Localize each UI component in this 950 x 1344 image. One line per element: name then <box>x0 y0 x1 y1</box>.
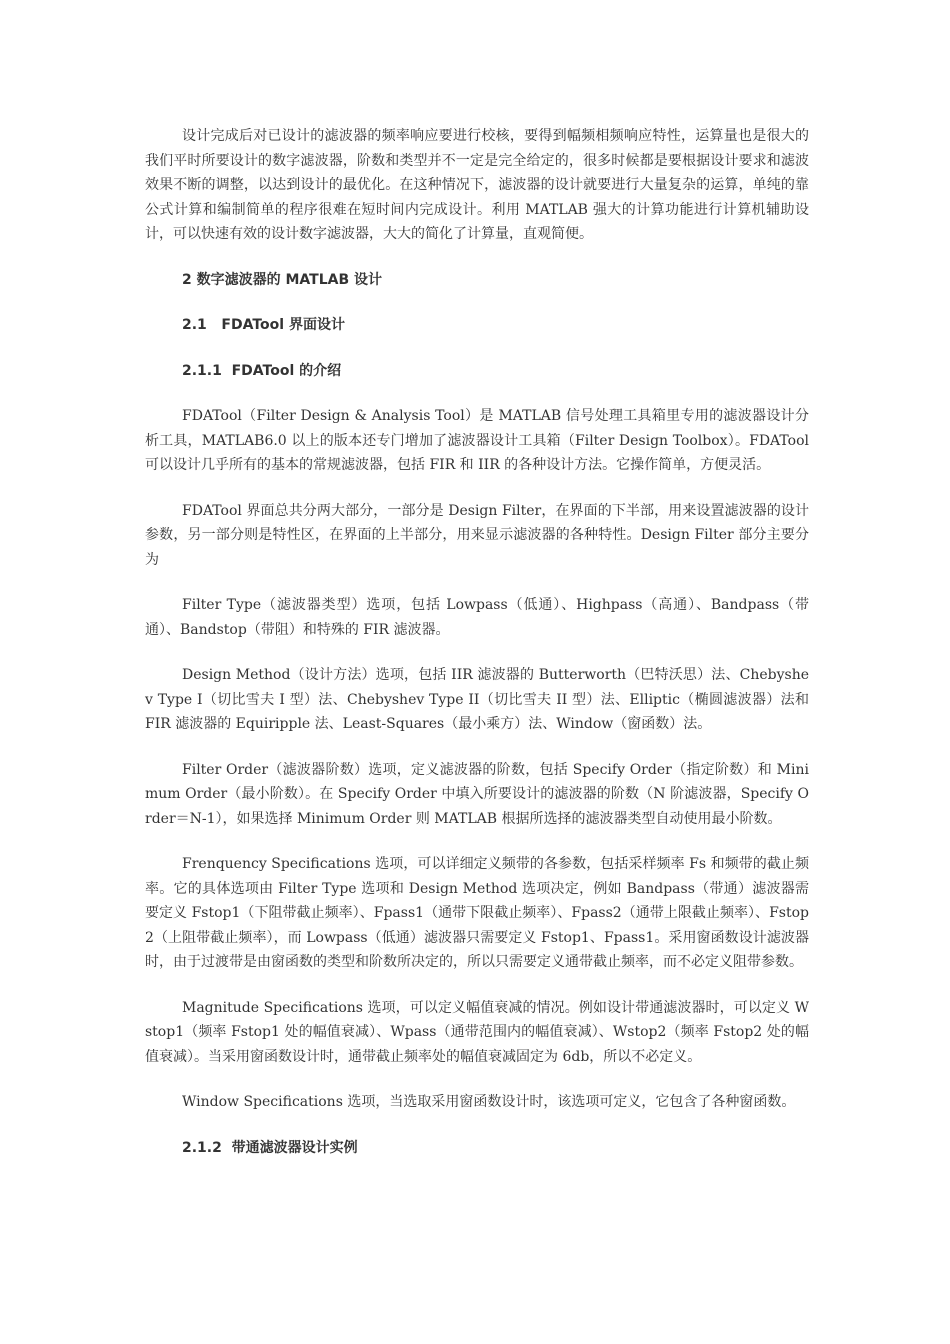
paragraph-intro: 设计完成后对已设计的滤波器的频率响应要进行校核，要得到幅频相频响应特性，运算量也是很大的我们平时所要设计的数字滤波器，阶数和类型并不一定是完全给定的，很多时候都是要根据设计要求和滤波效果不断的调整，以达到设计的最优化。在这种情况下，滤波器的设计就要进行大量复杂的运算，单纯的靠公式计算和编制简单的程序很难在短时间内完成设计。利用 MATLAB 强大的计算功能进行计算机辅助设计，可以快速有效的设计数字滤波器，大大的简化了计算量，直观简便。 <box>145 128 809 242</box>
paragraph-frequency-specifications: Frenquency Specifications 选项，可以详细定义频带的各参数，包括采样频率 Fs 和频带的截止频率。它的具体选项由 Filter Type 选项和 Design Method 选项决定，例如 Bandpass（带通）滤波器需要定义 Fstop1（下阻带截止频率）、Fpass1（通带下限截止频率）、Fpass2（通带上限截止频率）、Fstop2（上阻带截止频率），而 Lowpass（低通）滤波器只需要定义 Fstop1、Fpass1。采用窗函数设计滤波器时，由于过渡带是由窗函数的类型和阶数所决定的，所以只需要定义通带截止频率，而不必定义阻带参数。 <box>145 856 809 970</box>
paragraph-fdatool-intro: FDATool（Filter Design & Analysis Tool）是 MATLAB 信号处理工具箱里专用的滤波器设计分析工具，MATLAB6.0 以上的版本还专门增加了滤波器设计工具箱（Filter Design Toolbox）。FDATool 可以设计几乎所有的基本的常规滤波器，包括 FIR 和 IIR 的各种设计方法。它操作简单，方便灵活。 <box>145 408 809 473</box>
paragraph-window-specifications: Window Specifications 选项，当选取采用窗函数设计时，该选项可定义，它包含了各种窗函数。 <box>182 1094 796 1110</box>
paragraph-fdatool-layout: FDATool 界面总共分两大部分，一部分是 Design Filter，在界面的下半部，用来设置滤波器的设计参数，另一部分则是特性区，在界面的上半部分，用来显示滤波器的各种特性。Design Filter 部分主要分为 <box>145 502 809 568</box>
paragraph-magnitude-specifications: Magnitude Specifications 选项，可以定义幅值衰减的情况。例如设计带通滤波器时，可以定义 Wstop1（频率 Fstop1 处的幅值衰减）、Wpass（通带范围内的幅值衰减）、Wstop2（频率 Fstop2 处的幅值衰减）。当采用窗函数设计时，通带截止频率处的幅值衰减固定为 6db，所以不必定义。 <box>145 999 809 1065</box>
section-heading-2-1-2: 2.1.2 带通滤波器设计实例 <box>182 1139 358 1156</box>
document-page <box>145 124 809 1181</box>
paragraph-design-method: Design Method（设计方法）选项，包括 IIR 滤波器的 Butterworth（巴特沃思）法、Chebyshev Type I（切比雪夫 I 型）法、Chebyshev Type II（切比雪夫 II 型）法、Elliptic（椭圆滤波器）法和 FIR 滤波器的 Equiripple 法、Least-Squares（最小乘方）法、Window（窗函数）法。 <box>145 667 809 732</box>
paragraph-filter-type: Filter Type（滤波器类型）选项，包括 Lowpass（低通）、Highpass（高通）、Bandpass（带通）、Bandstop（带阻）和特殊的 FIR 滤波器。 <box>145 597 809 638</box>
section-heading-2-1-1: 2.1.1 FDATool 的介绍 <box>182 362 342 379</box>
section-heading-2: 2 数字滤波器的 MATLAB 设计 <box>182 271 383 288</box>
paragraph-filter-order: Filter Order（滤波器阶数）选项，定义滤波器的阶数，包括 Specify Order（指定阶数）和 Minimum Order（最小阶数）。在 Specify Order 中填入所要设计的滤波器的阶数（N 阶滤波器，Specify Order＝N-1），如果选择 Minimum Order 则 MATLAB 根据所选择的滤波器类型自动使用最小阶数。 <box>145 761 809 827</box>
section-heading-2-1: 2.1 FDATool 界面设计 <box>182 317 345 333</box>
